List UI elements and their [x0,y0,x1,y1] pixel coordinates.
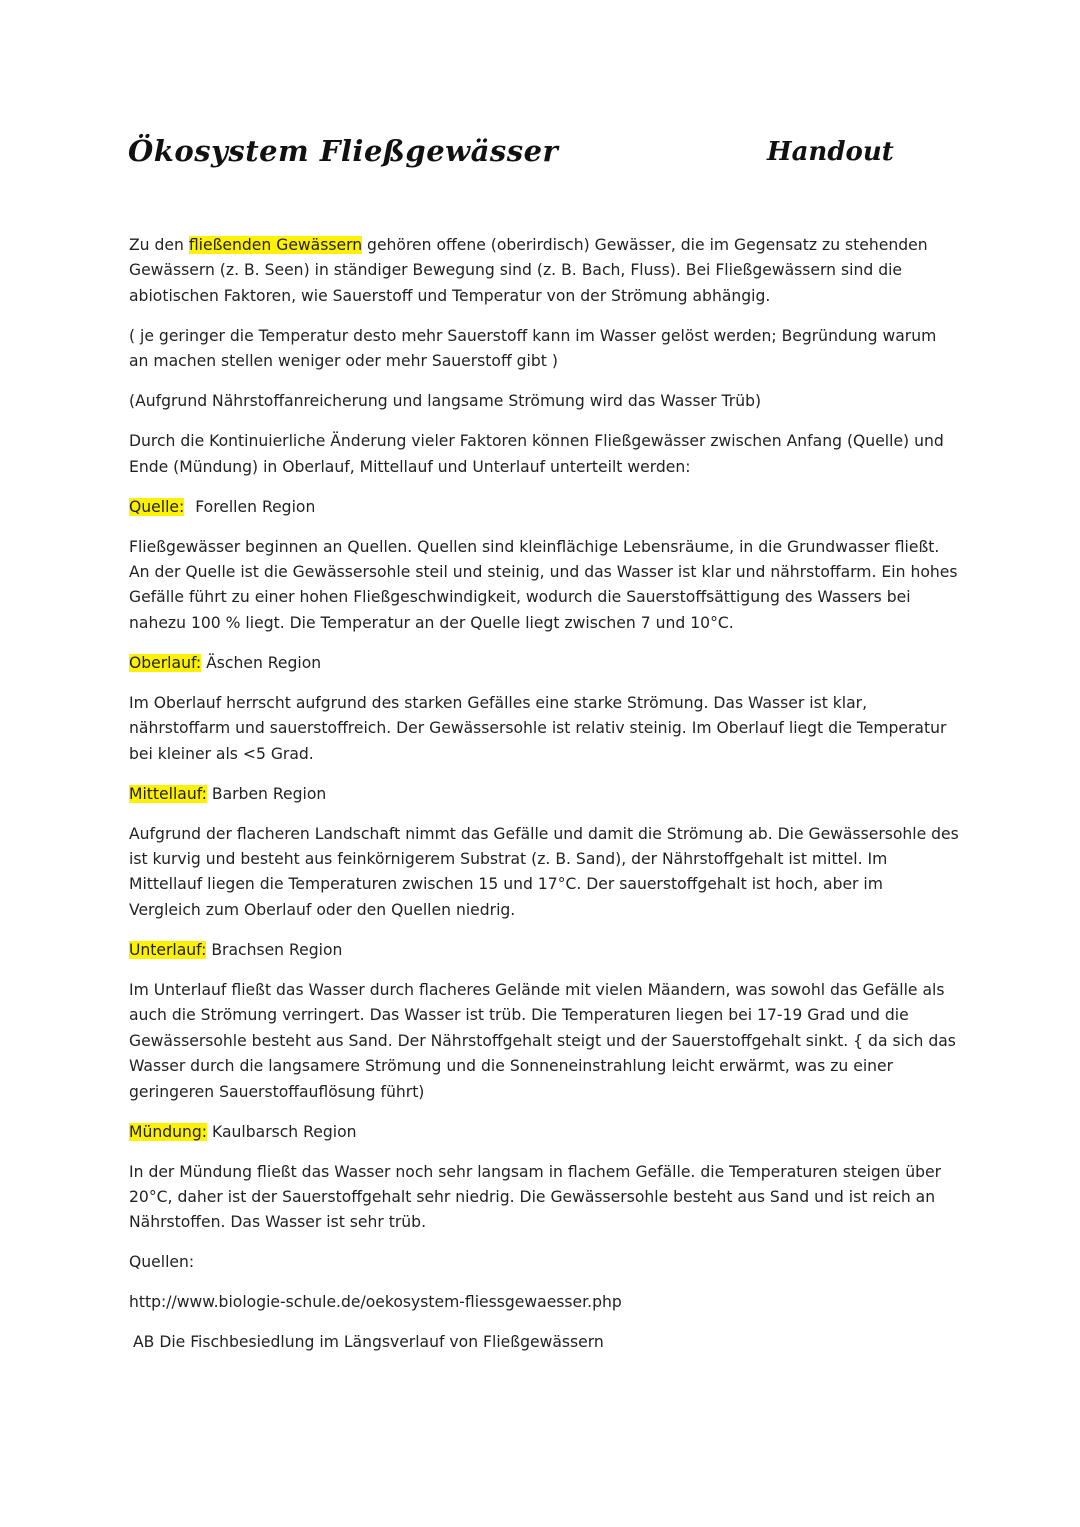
section-heading-mittellauf [129,782,959,807]
intro-text-after: gehören offene (oberirdisch) Gewässer, die im Gegensatz zu stehenden Gewässern (z. B. Seen) in ständiger Bewegung sind (z. B. Bach, Fluss). Bei Fließgewässern sind die abiotischen Faktoren, wie Sauerstoff und Temperatur von der Strömung abhängig. [129,236,928,305]
source-url: http://www.biologie-schule.de/oekosystem-fliessgewaesser.php [129,1293,622,1312]
document-body [129,233,959,1370]
section-heading-oberlauf [129,651,959,676]
intro-text-before: Zu den [129,236,189,254]
overview-paragraph: Durch die Kontinuierliche Änderung vieler Faktoren können Fließgewässer zwischen Anfang (Quelle) und Ende (Mündung) in Oberlauf, Mittellauf und Unterlauf unterteilt werden: [129,432,944,476]
note-paragraph: (Aufgrund Nährstoffanreicherung und langsame Strömung wird das Wasser Trüb) [129,392,762,411]
section-text-unterlauf: Im Unterlauf fließt das Wasser durch flacheres Gelände mit vielen Mäandern, was sowohl das Gefälle als auch die Strömung verringert. Das Wasser ist trüb. Die Temperaturen liegen bei 17-19 Grad und die Gewässersohle besteht aus Sand. Der Nährstoffgehalt steigt und der Sauerstoffgehalt sinkt. { da sich das Wasser durch die langsamere Strömung und die Sonneneinstrahlung leicht erwärmt, was zu einer geringeren Sauerstoffauflösung führt) [129,980,956,1101]
section-region: Äschen Region [206,653,322,672]
section-label: Unterlauf: [129,940,207,959]
highlighted-term: fließenden Gewässern [188,236,363,254]
section-heading-quelle [129,495,959,520]
document-title: Ökosystem Fließgewässer [128,134,559,168]
intro-paragraph [129,233,959,309]
section-text-mittellauf: Aufgrund der flacheren Landschaft nimmt das Gefälle und damit die Strömung ab. Die Gewässersohle des ist kurvig und besteht aus feinkörnigerem Substrat (z. B. Sand), der Nährstoffgehalt ist mittel. Im Mittellauf liegen die Temperaturen zwischen 15 und 17°C. Der sauerstoffgehalt ist hoch, aber im Vergleich zum Oberlauf oder den Quellen niedrig. [129,824,959,919]
section-region: Forellen Region [195,497,316,516]
section-text-quelle: Fließgewässer beginnen an Quellen. Quellen sind kleinflächige Lebensräume, in die Grundwasser fließt. An der Quelle ist die Gewässersohle steil und steinig, und das Wasser ist klar und nährstoffarm. Ein hohes Gefälle führt zu einer hohen Fließgeschwindigkeit, wodurch die Sauerstoffsättigung des Wassers bei nahezu 100 % liegt. Die Temperatur an der Quelle liegt zwischen 7 und 10°C. [129,537,958,632]
section-label: Mittellauf: [129,784,207,803]
section-region: Kaulbarsch Region [212,1122,357,1141]
source-worksheet: AB Die Fischbesiedlung im Längsverlauf von Fließgewässern [133,1333,604,1352]
section-text-muendung: In der Mündung fließt das Wasser noch sehr langsam in flachem Gefälle. die Temperaturen steigen über 20°C, daher ist der Sauerstoffgehalt sehr niedrig. Die Gewässersohle besteht aus Sand und ist reich an Nährstoffen. Das Wasser ist sehr trüb. [129,1162,942,1232]
section-text-oberlauf: Im Oberlauf herrscht aufgrund des starken Gefälles eine starke Strömung. Das Wasser ist klar, nährstoffarm und sauerstoffreich. Der Gewässersohle ist relativ steinig. Im Oberlauf liegt die Temperatur bei kleiner als <5 Grad. [129,693,947,763]
section-label: Quelle: [129,497,185,516]
note-paragraph: ( je geringer die Temperatur desto mehr Sauerstoff kann im Wasser gelöst werden; Begründung warum an machen stellen weniger oder mehr Sauerstoff gibt ) [129,326,937,371]
section-label: Mündung: [129,1122,208,1141]
section-heading-muendung [129,1120,959,1145]
section-region: Brachsen Region [211,940,343,959]
section-label: Oberlauf: [129,653,202,672]
section-heading-unterlauf [129,938,959,963]
sources-heading: Quellen: [129,1253,195,1272]
section-region: Barben Region [211,784,327,803]
document-tag: Handout [767,137,894,167]
